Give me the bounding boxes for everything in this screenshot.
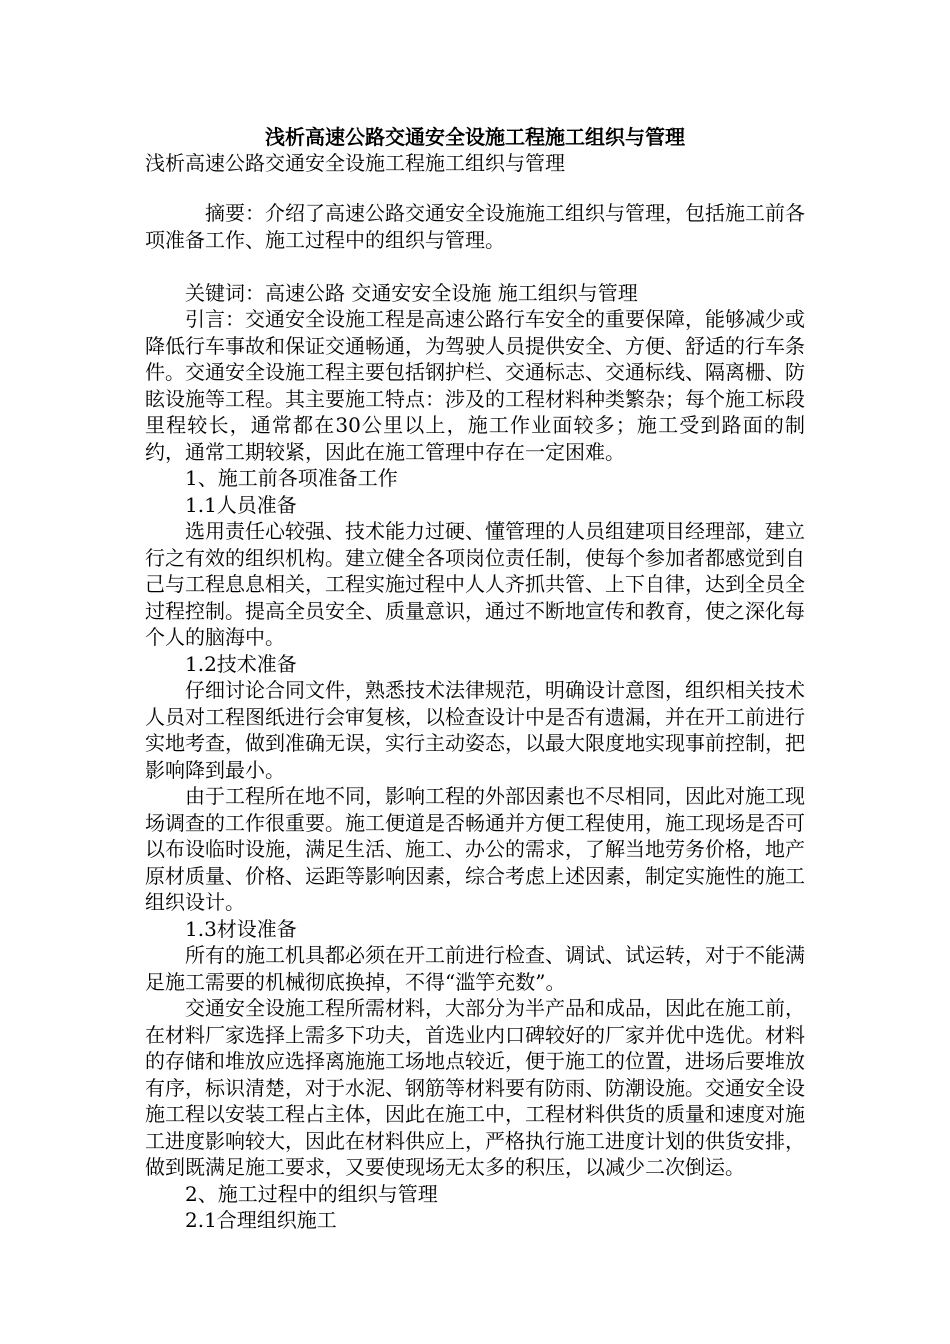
document-subtitle: 浅析高速公路交通安全设施工程施工组织与管理 bbox=[145, 151, 565, 175]
subsection-heading-2-1: 2.1合理组织施工 bbox=[185, 1208, 337, 1232]
document-body bbox=[145, 200, 805, 1234]
document-title: 浅析高速公路交通安全设施工程施工组织与管理 bbox=[265, 125, 685, 149]
body-paragraph: 所有的施工机具都必须在开工前进行检查、调试、试运转，对于不能满足施工需要的机械彻底换掉，不得“滥竽充数”。 bbox=[145, 943, 805, 994]
abstract-paragraph: 摘要：介绍了高速公路交通安全设施施工组织与管理，包括施工前各项准备工作、施工过程中的组织与管理。 bbox=[145, 201, 805, 252]
body-paragraph: 交通安全设施工程所需材料，大部分为半产品和成品，因此在施工前，在材料厂家选择上需多下功夫，首选业内口碑较好的厂家并优中选优。材料的存储和堆放应选择离施施工场地点较近，便于施工的位置，进场后要堆放有序，标识清楚，对于水泥、钢筋等材料要有防雨、防潮设施。交通安全设施工程以安装工程占主体，因此在施工中，工程材料供货的质量和速度对施工进度影响较大，因此在材料供应上，严格执行施工进度计划的供货安排，做到既满足施工要求，又要使现场无太多的积压，以减少二次倒运。 bbox=[145, 996, 805, 1179]
body-paragraph: 选用责任心较强、技术能力过硬、懂管理的人员组建项目经理部，建立行之有效的组织机构。建立健全各项岗位责任制，使每个参加者都感觉到自己与工程息息相关，工程实施过程中人人齐抓共管、上下自律，达到全员全过程控制。提高全员安全、质量意识，通过不断地宣传和教育，使之深化每个人的脑海中。 bbox=[145, 519, 805, 649]
subsection-heading-1-2: 1.2技术准备 bbox=[185, 651, 297, 676]
section-heading-2: 2、施工过程中的组织与管理 bbox=[185, 1181, 438, 1206]
intro-paragraph: 引言：交通安全设施工程是高速公路行车安全的重要保障，能够减少或降低行车事故和保证交通畅通，为驾驶人员提供安全、方便、舒适的行车条件。交通安全设施工程主要包括钢护栏、交通标志、交通标线、隔离栅、防眩设施等工程。其主要施工特点：涉及的工程材料种类繁杂；每个施工标段里程较长，通常都在30公里以上，施工作业面较多；施工受到路面的制约，通常工期较紧，因此在施工管理中存在一定困难。 bbox=[145, 307, 805, 464]
subsection-heading-1-3: 1.3材设准备 bbox=[185, 916, 297, 941]
paragraph-spacer bbox=[145, 253, 805, 280]
subsection-heading-1-1: 1.1人员准备 bbox=[185, 492, 297, 517]
body-paragraph: 仔细讨论合同文件，熟悉技术法律规范，明确设计意图，组织相关技术人员对工程图纸进行会审复核，以检查设计中是否有遗漏，并在开工前进行实地考查，做到准确无误，实行主动姿态，以最大限度地实现事前控制，把影响降到最小。 bbox=[145, 678, 805, 782]
keywords-line: 关键词：高速公路 交通安安全设施 施工组织与管理 bbox=[185, 280, 638, 305]
body-paragraph: 由于工程所在地不同，影响工程的外部因素也不尽相同，因此对施工现场调查的工作很重要。施工便道是否畅通并方便工程使用，施工现场是否可以布设临时设施，满足生活、施工、办公的需求，了解当地劳务价格，地产原材质量、价格、运距等影响因素，综合考虑上述因素，制定实施性的施工组织设计。 bbox=[145, 784, 805, 914]
section-heading-1: 1、施工前各项准备工作 bbox=[185, 466, 398, 490]
